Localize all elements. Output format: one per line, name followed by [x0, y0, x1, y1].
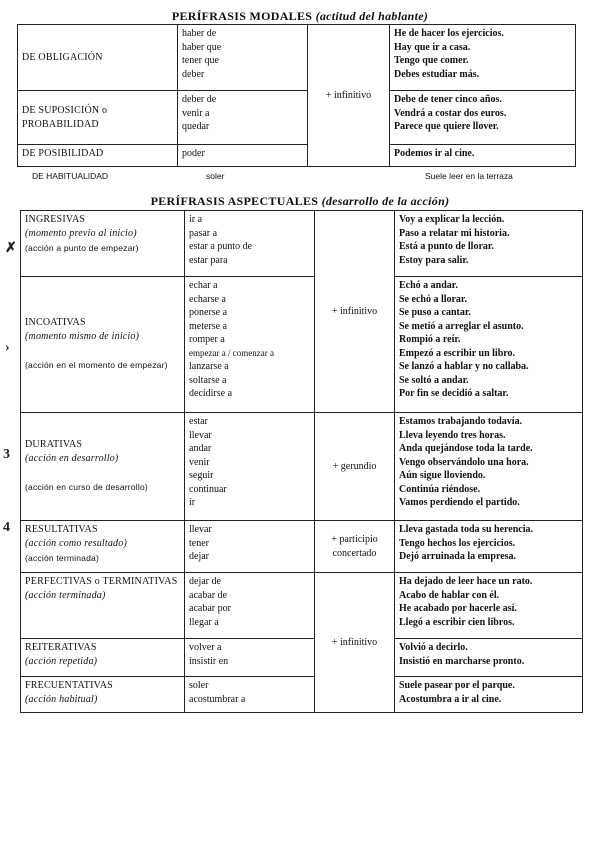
- table-row: [21, 677, 583, 713]
- category-cell: DURATIVAS (acción en desarrollo) (acción en curso de desarrollo): [21, 413, 185, 521]
- verbs-cell: deber de venir a quedar: [178, 91, 308, 145]
- examples-cell: Ha dejado de leer hace un rato. Acabo de hablar con él. He acabado por hacerle así. Llegó a escribir cien libros.: [395, 573, 583, 639]
- handwritten-mark: 3: [3, 447, 10, 462]
- examples-cell: Debe de tener cinco años. Vendrá a costar dos euros. Parece que quiere llover.: [390, 91, 576, 145]
- category-cell: INCOATIVAS (momento mismo de inicio) (acción en el momento de empezar): [21, 277, 185, 413]
- category-cell: FRECUENTATIVAS (acción habitual): [21, 677, 185, 713]
- verbs-cell: llevar tener dejar: [185, 521, 315, 573]
- category-cell: RESULTATIVAS (acción como resultado) (acción terminada): [21, 521, 185, 573]
- connector-cell: + infinitivo: [315, 211, 395, 413]
- verbs-cell: estar llevar andar venir seguir continuar ir: [185, 413, 315, 521]
- verbs-cell: volver a insistir en: [185, 639, 315, 677]
- table-row: [21, 413, 583, 521]
- verbs-cell: dejar de acabar de acabar por llegar a: [185, 573, 315, 639]
- table-row: [18, 91, 576, 145]
- category-cell: DE SUPOSICIÓN o PROBABILIDAD: [18, 91, 178, 145]
- category-cell: REITERATIVAS (acción repetida): [21, 639, 185, 677]
- connector-cell: + infinitivo: [315, 573, 395, 713]
- examples-cell: Lleva gastada toda su herencia. Tengo hechos los ejercicios. Dejó arruinada la empresa.: [395, 521, 583, 573]
- connector-cell: + infinitivo: [308, 25, 390, 167]
- habitual-example: Suele leer en la terraza: [425, 171, 513, 181]
- examples-cell: Estamos trabajando todavía. Lleva leyendo tres horas. Anda quejándose toda la tarde. Vengo observándolo una hora. Aún sigue lloviendo. Continúa riéndose. Vamos perdiendo el partido.: [395, 413, 583, 521]
- verbs-cell: echar a echarse a ponerse a meterse a romper a empezar a / comenzar a lanzarse a soltarse a decidirse a: [185, 277, 315, 413]
- examples-cell: Podemos ir al cine.: [390, 145, 576, 167]
- connector-cell: + participio concertado: [315, 521, 395, 573]
- handwritten-mark: ✗: [5, 241, 17, 256]
- verbs-cell: haber de haber que tener que deber: [178, 25, 308, 91]
- habitual-category: DE HABITUALIDAD: [32, 171, 109, 181]
- table-row: [21, 573, 583, 639]
- verbs-cell: poder: [178, 145, 308, 167]
- aspect-title: PERÍFRASIS ASPECTUALES (desarrollo de la acción): [150, 194, 450, 208]
- table-row: [21, 277, 583, 413]
- modal-table: [17, 24, 576, 167]
- handwritten-mark: 4: [3, 520, 10, 535]
- examples-cell: Suele pasear por el parque. Acostumbra a ir al cine.: [395, 677, 583, 713]
- verbs-cell: ir a pasar a estar a punto de estar para: [185, 211, 315, 277]
- examples-cell: Voy a explicar la lección. Paso a relatar mi historia. Está a punto de llorar. Estoy para salir.: [395, 211, 583, 277]
- category-cell: DE OBLIGACIÓN: [18, 25, 178, 91]
- examples-cell: Volvió a decirlo. Insistió en marcharse pronto.: [395, 639, 583, 677]
- table-row: [18, 145, 576, 167]
- habitual-verb: soler: [206, 171, 225, 181]
- aspect-table: [20, 210, 583, 713]
- table-row: [21, 211, 583, 277]
- table-row: [21, 639, 583, 677]
- category-cell: INGRESIVAS (momento previo al inicio) (acción a punto de empezar): [21, 211, 185, 277]
- verbs-cell: soler acostumbrar a: [185, 677, 315, 713]
- table-row: [21, 521, 583, 573]
- connector-cell: + gerundio: [315, 413, 395, 521]
- table-row: [18, 25, 576, 91]
- category-cell: PERFECTIVAS o TERMINATIVAS (acción terminada): [21, 573, 185, 639]
- examples-cell: Echó a andar. Se echó a llorar. Se puso a cantar. Se metió a arreglar el asunto. Rompió a reír. Empezó a escribir un libro. Se lanzó a hablar y no callaba. Se soltó a andar. Por fin se decidió a saltar.: [395, 277, 583, 413]
- category-cell: DE POSIBILIDAD: [18, 145, 178, 167]
- handwritten-mark: ›: [5, 340, 10, 355]
- modal-title: PERÍFRASIS MODALES (actitud del hablante): [171, 9, 429, 23]
- examples-cell: He de hacer los ejercicios. Hay que ir a casa. Tengo que comer. Debes estudiar más.: [390, 25, 576, 91]
